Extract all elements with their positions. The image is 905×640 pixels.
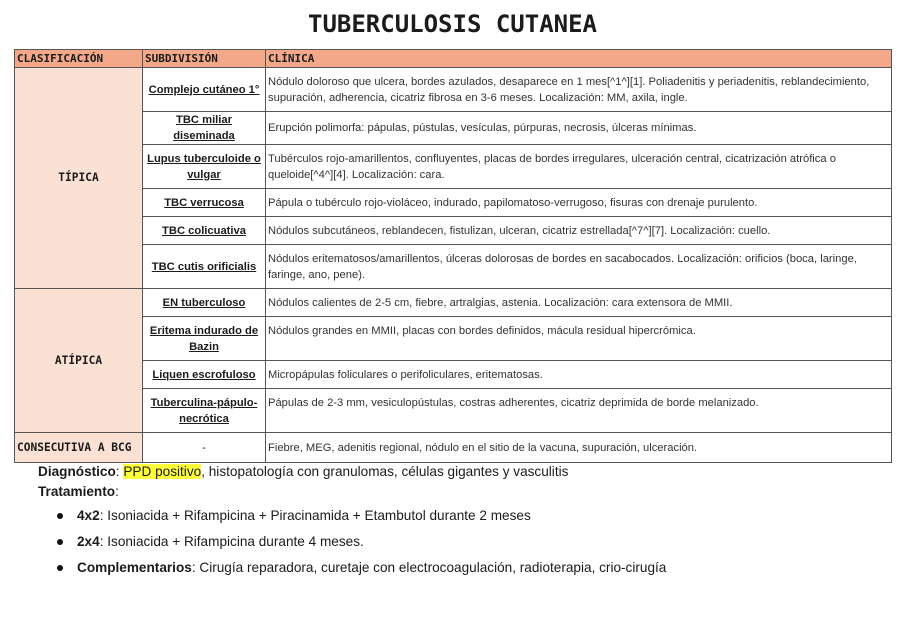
header-subdivision: SUBDIVISIÓN	[143, 50, 266, 68]
diagnosis-line: Diagnóstico: PPD positivo, histopatología con granulomas, células gigantes y vasculitis	[38, 464, 569, 479]
subdivision-cell: TBC miliar diseminada	[143, 112, 266, 145]
group-tipica: TÍPICA	[15, 68, 143, 289]
table-row	[15, 145, 892, 189]
treatment-item-text: : Cirugía reparadora, curetaje con electrocoagulación, radioterapia, crio-cirugía	[191, 560, 667, 575]
clinica-cell: Tubérculos rojo-amarillentos, confluyentes, placas de bordes irregulares, ulceración central, cicatrización atrófica o queloide[^4^][4]. Localización: cara.	[266, 145, 892, 189]
group-bcg: CONSECUTIVA A BCG	[15, 433, 143, 463]
table-header-row	[15, 50, 892, 68]
clinica-cell: Fiebre, MEG, adenitis regional, nódulo en el sitio de la vacuna, supuración, ulceración.	[266, 433, 892, 463]
treatment-heading: Tratamiento:	[38, 484, 119, 499]
subdivision-cell: Tuberculina-pápulo-necrótica	[143, 389, 266, 433]
table-row	[15, 217, 892, 245]
clinica-cell: Erupción polimorfa: pápulas, pústulas, vesículas, púrpuras, necrosis, úlceras mínimas.	[266, 112, 892, 145]
clinica-cell: Nódulos calientes de 2-5 cm, fiebre, artralgias, astenia. Localización: cara extensora de MMII.	[266, 289, 892, 317]
table-row	[15, 245, 892, 289]
table-row	[15, 389, 892, 433]
subdivision-cell: Liquen escrofuloso	[143, 361, 266, 389]
table-row	[15, 68, 892, 112]
clinica-cell: Pápula o tubérculo rojo-violáceo, indurado, papilomatoso-verrugoso, fisuras con drenaje purulento.	[266, 189, 892, 217]
group-atipica: ATÍPICA	[15, 289, 143, 433]
subdivision-cell: TBC cutis orificialis	[143, 245, 266, 289]
diagnosis-label: Diagnóstico	[38, 464, 116, 479]
page-title: TUBERCULOSIS CUTANEA	[308, 10, 597, 38]
treatment-list	[57, 506, 666, 584]
subdivision-cell: -	[143, 433, 266, 463]
clinica-cell: Nódulos eritematosos/amarillentos, úlceras dolorosas de bordes en sacabocados. Localización: orificios (boca, laringe, faringe, ano, pene).	[266, 245, 892, 289]
clinica-cell: Nódulos grandes en MMII, placas con bordes definidos, mácula residual hipercrómica.	[266, 317, 892, 361]
subdivision-cell: EN tuberculoso	[143, 289, 266, 317]
treatment-item-bold: Complementarios	[77, 560, 192, 575]
diagnosis-text: , histopatología con granulomas, células gigantes y vasculitis	[201, 464, 569, 479]
subdivision-cell: Complejo cutáneo 1°	[143, 68, 266, 112]
treatment-item-text: : Isoniacida + Rifampicina durante 4 meses.	[99, 534, 364, 549]
diagnosis-section	[38, 462, 878, 502]
subdivision-cell: TBC colicuativa	[143, 217, 266, 245]
treatment-item-bold: 4x2	[77, 508, 100, 523]
bullet-icon	[57, 565, 63, 571]
list-item	[57, 558, 666, 584]
header-clinica: CLÍNICA	[266, 50, 892, 68]
header-clasificacion: CLASIFICACIÓN	[15, 50, 143, 68]
table-row	[15, 189, 892, 217]
diagnosis-highlight: PPD positivo	[123, 464, 202, 479]
subdivision-cell: TBC verrucosa	[143, 189, 266, 217]
table-row	[15, 289, 892, 317]
clinica-cell: Micropápulas foliculares o perifoliculares, eritematosas.	[266, 361, 892, 389]
treatment-item-bold: 2x4	[77, 534, 100, 549]
bullet-icon	[57, 539, 63, 545]
clinica-cell: Nódulo doloroso que ulcera, bordes azulados, desaparece en 1 mes[^1^][1]. Poliadenitis y periadenitis, reblandecimiento, supuración, adherencia, cicatriz fibrosa en 3-6 meses. Localización: MM, axila, ingle.	[266, 68, 892, 112]
clinica-cell: Nódulos subcutáneos, reblandecen, fistulizan, ulceran, cicatriz estrellada[^7^][7]. Localización: cuello.	[266, 217, 892, 245]
table-row	[15, 317, 892, 361]
treatment-label: Tratamiento	[38, 484, 116, 499]
list-item	[57, 506, 666, 532]
list-item	[57, 532, 666, 558]
subdivision-cell: Eritema indurado de Bazin	[143, 317, 266, 361]
clinica-cell: Pápulas de 2-3 mm, vesiculopústulas, costras adherentes, cicatriz deprimida de borde melanizado.	[266, 389, 892, 433]
table-row	[15, 433, 892, 463]
bullet-icon	[57, 513, 63, 519]
table-row	[15, 112, 892, 145]
subdivision-cell: Lupus tuberculoide o vulgar	[143, 145, 266, 189]
classification-table	[14, 49, 892, 463]
treatment-item-text: : Isoniacida + Rifampicina + Piracinamida + Etambutol durante 2 meses	[99, 508, 531, 523]
table-row	[15, 361, 892, 389]
